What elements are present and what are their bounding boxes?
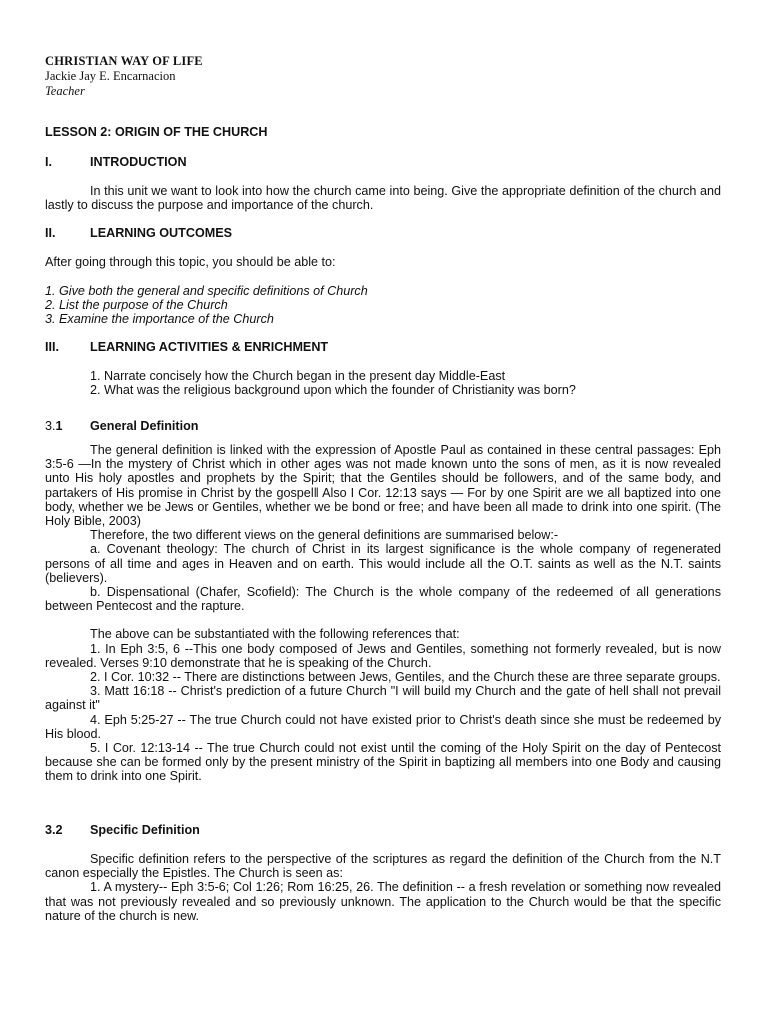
paragraph: Therefore, the two different views on the general definitions are summarised below:- [90, 528, 559, 543]
list-item: 2. What was the religious background upon which the founder of Christianity was born? [90, 383, 576, 398]
section-title: LEARNING ACTIVITIES & ENRICHMENT [90, 340, 329, 354]
paragraph: b. Dispensational (Chafer, Scofield): The Church is the whole company of the redeemed of all generations between Pentecost and the rapture. [45, 585, 721, 614]
teacher-name: Jackie Jay E. Encarnacion [45, 69, 176, 83]
outcomes-list [45, 284, 721, 327]
reference-item: 5. I Cor. 12:13-14 -- The true Church could not exist until the coming of the Holy Spirit on the day of Pentecost because she can be formed only by the present ministry of the Spirit in baptizing all members into one Body and causing them to drink into one Spirit. [45, 741, 721, 784]
paragraph: 1. A mystery-- Eph 3:5-6; Col 1:26; Rom 16:25, 26. The definition -- a fresh revelation or something now revealed that was not previously revealed and so previously unknown. The application to the Church would be that the specific nature of the church is new. [45, 880, 721, 923]
specific-definition-body [45, 852, 721, 923]
section-title: General Definition [90, 419, 199, 433]
list-item: 3. Examine the importance of the Church [45, 312, 274, 327]
teacher-role: Teacher [45, 84, 85, 98]
lesson-title: LESSON 2: ORIGIN OF THE CHURCH [45, 125, 268, 139]
reference-item: 4. Eph 5:25-27 -- The true Church could not have existed prior to Christ's death since she must be redeemed by His blood. [45, 712, 721, 741]
reference-item: 3. Matt 16:18 -- Christ's prediction of a future Church "I will build my Church and the gate of hell shall not prevail against it" [45, 684, 721, 713]
section-title: Specific Definition [90, 823, 200, 837]
course-title: CHRISTIAN WAY OF LIFE [45, 54, 203, 68]
section-number-part: 3. [45, 419, 56, 433]
list-item: 1. Narrate concisely how the Church began in the present day Middle-East [90, 369, 506, 383]
paragraph: The above can be substantiated with the following references that: [90, 627, 460, 642]
section-title: LEARNING OUTCOMES [90, 226, 233, 240]
list-item: 2. List the purpose of the Church [45, 298, 228, 313]
paragraph: The general definition is linked with the expression of Apostle Paul as contained in these central passages: Eph 3:5-6 —In the mystery of Christ which in other ages was not made known unto the sons of men, as it is now revealed unto His holy apostles and prophets by the Spirit; that the Gentiles should be followers, and of the same body, and partakers of His promise in Christ by the gospel‖ Also I Cor. 12:13 says — For by one Spirit are we all baptized into one body, whether we be Jews or Gentiles, whether we be bond or free; and have been all made to drink into one spirit. (The Holy Bible, 2003) [45, 443, 721, 529]
document-header [45, 54, 721, 99]
section-number: II. [45, 226, 56, 240]
section-specific-heading [45, 823, 721, 837]
section-general-heading [45, 419, 721, 433]
section-activities-heading [45, 340, 721, 354]
section-title: INTRODUCTION [90, 155, 187, 169]
section-introduction-heading [45, 155, 721, 169]
section-number: 3.2 [45, 823, 63, 837]
section-number-part: 1 [55, 419, 63, 433]
outcomes-lead: After going through this topic, you should be able to: [45, 255, 336, 269]
paragraph: Specific definition refers to the perspective of the scriptures as regard the definition of the Church from the N.T canon especially the Epistles. The Church is seen as: [45, 852, 721, 881]
activities-list [45, 369, 721, 397]
introduction-paragraph: In this unit we want to look into how the church came into being. Give the appropriate definition of the church and lastly to discuss the purpose and importance of the church. [45, 184, 721, 213]
section-number: III. [45, 340, 59, 354]
section-outcomes-heading [45, 226, 721, 240]
reference-item: 2. I Cor. 10:32 -- There are distinctions between Jews, Gentiles, and the Church these are three separate groups. [90, 670, 721, 685]
list-item: 1. Give both the general and specific definitions of Church [45, 284, 368, 298]
section-number: I. [45, 155, 52, 169]
paragraph: a. Covenant theology: The church of Christ in its largest significance is the whole company of regenerated persons of all time and ages in Heaven and on earth. This would include all the O.T. saints as well as the N.T. saints (believers). [45, 542, 721, 585]
general-definition-body [45, 443, 721, 784]
reference-item: 1. In Eph 3:5, 6 --This one body composed of Jews and Gentiles, something not formerly revealed, but is now revealed. Verses 9:10 demonstrate that he is speaking of the Church. [45, 641, 721, 670]
